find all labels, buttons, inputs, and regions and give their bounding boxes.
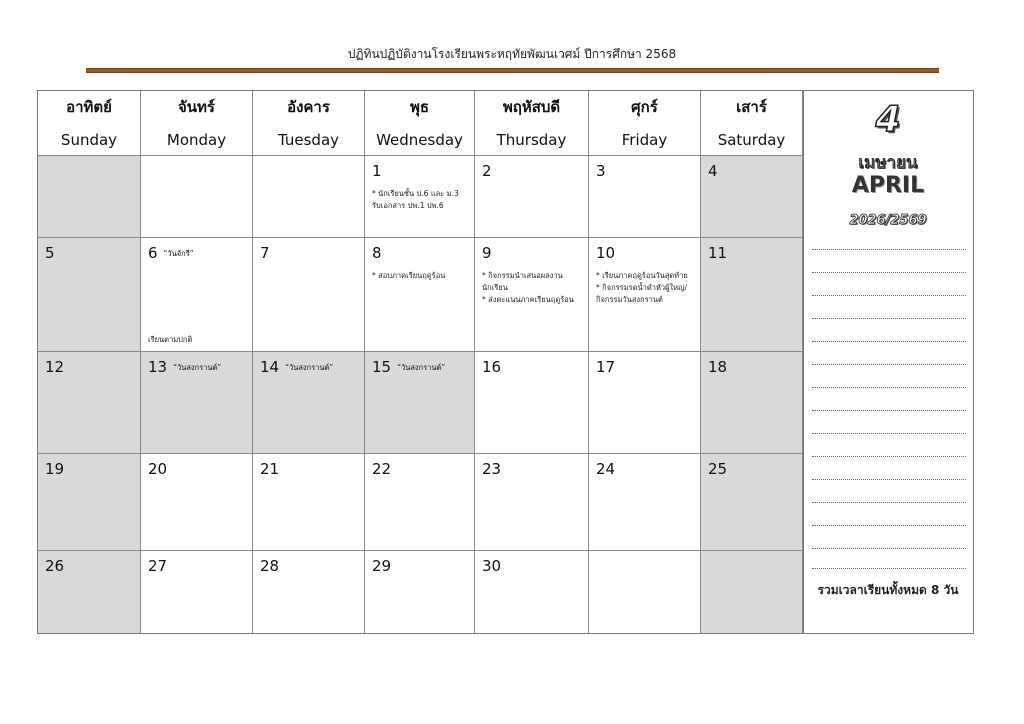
day-cell — [475, 238, 589, 352]
day-number-value: 14 — [260, 358, 280, 376]
day-cell — [253, 238, 365, 352]
note-line: * กิจกรรมนำเสนอผลงาน — [482, 271, 563, 280]
day-number: 28 — [260, 557, 280, 575]
note-line: กิจกรรมวันสงกรานต์ — [596, 295, 663, 304]
day-cell — [141, 238, 253, 352]
day-cell — [701, 238, 803, 352]
weekday-header-saturday — [701, 91, 803, 156]
day-number: 16 — [482, 358, 502, 376]
day-cell — [701, 454, 803, 551]
note-dotted-line — [812, 341, 966, 342]
day-cell-empty — [141, 156, 253, 238]
day-number-value: 6 — [148, 244, 158, 262]
note-dotted-line — [812, 318, 966, 319]
day-cell — [141, 454, 253, 551]
day-cell — [589, 352, 701, 454]
day-cell — [253, 551, 365, 633]
weekday-th: ศุกร์ — [631, 98, 658, 116]
weekday-en: Tuesday — [277, 131, 340, 149]
day-number — [260, 358, 333, 376]
document-title: ปฏิทินปฏิบัติงานโรงเรียนพระหฤทัยพัฒนเวศม์ ปีการศึกษา 2568 — [347, 47, 677, 61]
note-line: * นักเรียนชั้น ป.6 และ ม.3 — [372, 189, 459, 198]
note-dotted-line — [812, 249, 966, 250]
day-cell — [141, 551, 253, 633]
note-dotted-line — [812, 525, 966, 526]
weekday-th: พุธ — [409, 98, 430, 116]
weekday-header-friday — [589, 91, 701, 156]
day-cell-empty — [589, 551, 701, 633]
holiday-label: “วันจักรี” — [163, 248, 194, 258]
day-cell — [38, 352, 141, 454]
note-dotted-line — [812, 548, 966, 549]
day-number — [148, 244, 194, 262]
day-cell — [589, 156, 701, 238]
note-dotted-line — [812, 364, 966, 365]
day-note — [596, 270, 688, 306]
day-number: 27 — [148, 557, 168, 575]
total-school-days: รวมเวลาเรียนทั้งหมด 8 วัน — [817, 583, 959, 597]
note-dotted-line — [812, 568, 966, 569]
note-line: * ส่งคะแนนภาคเรียนฤดูร้อน — [482, 295, 574, 304]
weekday-header-wednesday — [365, 91, 475, 156]
day-number: 21 — [260, 460, 280, 478]
day-number: 25 — [708, 460, 728, 478]
weekday-en: Monday — [166, 131, 227, 149]
day-cell — [141, 352, 253, 454]
day-number: 3 — [596, 162, 606, 180]
weekday-header-sunday — [38, 91, 141, 156]
weekday-en: Friday — [621, 131, 668, 149]
day-number: 30 — [482, 557, 502, 575]
day-number: 7 — [260, 244, 270, 262]
note-dotted-line — [812, 272, 966, 273]
title-rule — [86, 68, 939, 73]
day-cell — [701, 352, 803, 454]
day-number: 9 — [482, 244, 492, 262]
day-number: 26 — [45, 557, 65, 575]
day-number: 2 — [482, 162, 492, 180]
weekday-en: Sunday — [60, 131, 118, 149]
day-cell — [38, 454, 141, 551]
day-cell — [38, 238, 141, 352]
day-cell — [38, 551, 141, 633]
day-cell — [475, 352, 589, 454]
calendar-grid — [37, 90, 804, 634]
day-cell — [589, 238, 701, 352]
day-number: 1 — [372, 162, 382, 180]
weekday-en: Saturday — [717, 131, 786, 149]
day-note — [372, 270, 445, 282]
day-cell — [365, 352, 475, 454]
day-number: 4 — [708, 162, 718, 180]
weekday-header-thursday — [475, 91, 589, 156]
day-note: เรียนตามปกติ — [148, 335, 193, 344]
day-cell — [589, 454, 701, 551]
weekday-header-monday — [141, 91, 253, 156]
day-number-value: 15 — [372, 358, 392, 376]
holiday-label: “วันสงกรานต์” — [285, 362, 334, 372]
month-name-thai: เมษายน — [858, 153, 918, 173]
day-cell — [253, 352, 365, 454]
note-dotted-line — [812, 502, 966, 503]
day-cell — [365, 454, 475, 551]
year-label: 2026/2569 — [849, 213, 927, 228]
day-cell-empty — [701, 551, 803, 633]
day-number: 11 — [708, 244, 728, 262]
month-name-english: APRIL — [851, 173, 925, 198]
day-number — [148, 358, 221, 376]
day-number: 24 — [596, 460, 616, 478]
day-number: 18 — [708, 358, 728, 376]
note-dotted-line — [812, 456, 966, 457]
weekday-en: Thursday — [496, 131, 567, 149]
month-sidebar — [804, 90, 974, 634]
weekday-th: จันทร์ — [178, 98, 215, 116]
day-number: 12 — [45, 358, 65, 376]
day-number: 10 — [596, 244, 616, 262]
day-cell-empty — [253, 156, 365, 238]
day-number: 20 — [148, 460, 168, 478]
day-note — [372, 188, 459, 212]
day-number: 22 — [372, 460, 392, 478]
weekday-th: เสาร์ — [736, 98, 767, 116]
day-number: 8 — [372, 244, 382, 262]
day-cell — [253, 454, 365, 551]
day-number — [372, 358, 445, 376]
note-dotted-line — [812, 479, 966, 480]
note-line: * เรียนภาคฤดูร้อนวันสุดท้าย — [596, 271, 688, 280]
note-dotted-line — [812, 387, 966, 388]
weekday-th: อังคาร — [287, 98, 330, 116]
day-cell — [365, 156, 475, 238]
note-dotted-line — [812, 295, 966, 296]
day-number: 17 — [596, 358, 616, 376]
note-line: รับเอกสาร ปพ.1 ปพ.6 — [372, 201, 444, 210]
day-number: 19 — [45, 460, 65, 478]
note-line: * กิจกรรมรดน้ำดำหัวผู้ใหญ่/ — [596, 283, 688, 292]
day-cell — [365, 551, 475, 633]
day-cell-empty — [38, 156, 141, 238]
note-dotted-line — [812, 433, 966, 434]
note-dotted-line — [812, 410, 966, 411]
day-cell — [365, 238, 475, 352]
weekday-header-tuesday — [253, 91, 365, 156]
weekday-th: อาทิตย์ — [66, 98, 112, 116]
day-cell — [701, 156, 803, 238]
day-number: 5 — [45, 244, 55, 262]
day-cell — [475, 454, 589, 551]
day-number-value: 13 — [148, 358, 168, 376]
note-line: * สอบภาคเรียนฤดูร้อน — [372, 271, 446, 280]
holiday-label: “วันสงกรานต์” — [173, 362, 222, 372]
holiday-label: “วันสงกรานต์” — [397, 362, 446, 372]
note-line: นักเรียน — [482, 283, 508, 292]
day-cell — [475, 156, 589, 238]
day-cell — [475, 551, 589, 633]
day-note — [482, 270, 574, 306]
month-number: 4 — [875, 99, 901, 140]
day-number: 29 — [372, 557, 392, 575]
weekday-th: พฤหัสบดี — [502, 98, 561, 116]
day-number: 23 — [482, 460, 502, 478]
weekday-en: Wednesday — [376, 131, 463, 149]
